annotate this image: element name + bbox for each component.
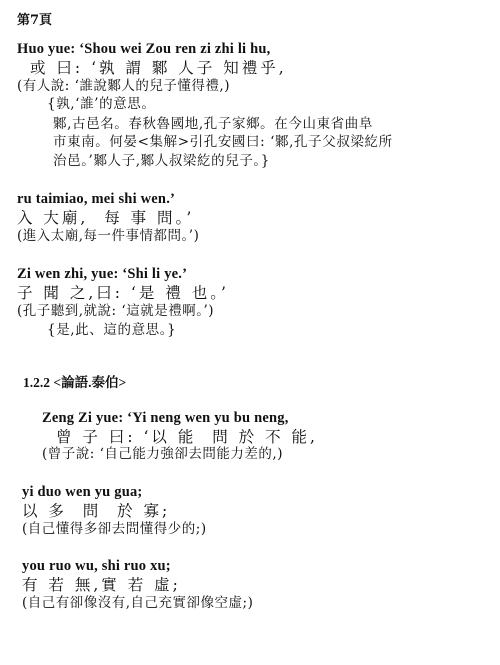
note-line: 鄹,古邑名。春秋魯國地,孔子家鄉。在今山東省曲阜 (53, 116, 373, 132)
chinese-line: 子 聞 之,曰: ‘是 禮 也。’ (17, 284, 229, 302)
pinyin-line: ru taimiao, mei shi wen.’ (17, 191, 176, 207)
pinyin-line: you ruo wu, shi ruo xu; (22, 558, 171, 574)
note-line: 市東南。何晏<集解>引孔安國曰: ‘鄹,孔子父叔梁紇所 (53, 134, 393, 150)
note-line: {是,此、這的意思。} (47, 322, 177, 338)
pinyin-line: Zi wen zhi, yue: ‘Shi li ye.’ (17, 266, 188, 282)
note-line: 治邑。’鄹人子,鄹人叔梁紇的兒子。} (53, 153, 270, 169)
translation-line: (進入太廟,每一件事情都問。’) (17, 228, 200, 244)
pinyin-line: Zeng Zi yue: ‘Yi neng wen yu bu neng, (42, 410, 289, 426)
translation-line: (自己懂得多卻去問懂得少的;) (22, 521, 207, 537)
chinese-line: 或 曰: ‘孰 謂 鄹 人子 知禮乎, (30, 59, 287, 77)
chinese-line: 入 大廟, 每 事 問。’ (17, 209, 195, 227)
translation-line: (自己有卻像沒有,自己充實卻像空虛;) (22, 595, 254, 611)
chinese-line: 曾 子 曰: ‘以 能 問 於 不 能, (56, 428, 318, 446)
section-heading: 1.2.2 <論語.泰伯> (23, 375, 127, 390)
translation-line: (有人說: ‘誰說鄹人的兒子懂得禮,) (17, 78, 230, 94)
note-line: {孰,‘誰’的意思。 (47, 96, 156, 112)
chinese-line: 有 若 無,實 若 虛; (22, 576, 181, 594)
pinyin-line: Huo yue: ‘Shou wei Zou ren zi zhi li hu, (17, 41, 271, 57)
page-header: 第7頁 (17, 13, 53, 28)
pinyin-line: yi duo wen yu gua; (22, 484, 143, 500)
translation-line: (曾子說: ‘自己能力強卻去問能力差的,) (42, 446, 283, 462)
translation-line: (孔子聽到,就說: ‘這就是禮啊。’) (17, 303, 214, 319)
chinese-line: 以 多 問 於 寡; (22, 502, 171, 520)
